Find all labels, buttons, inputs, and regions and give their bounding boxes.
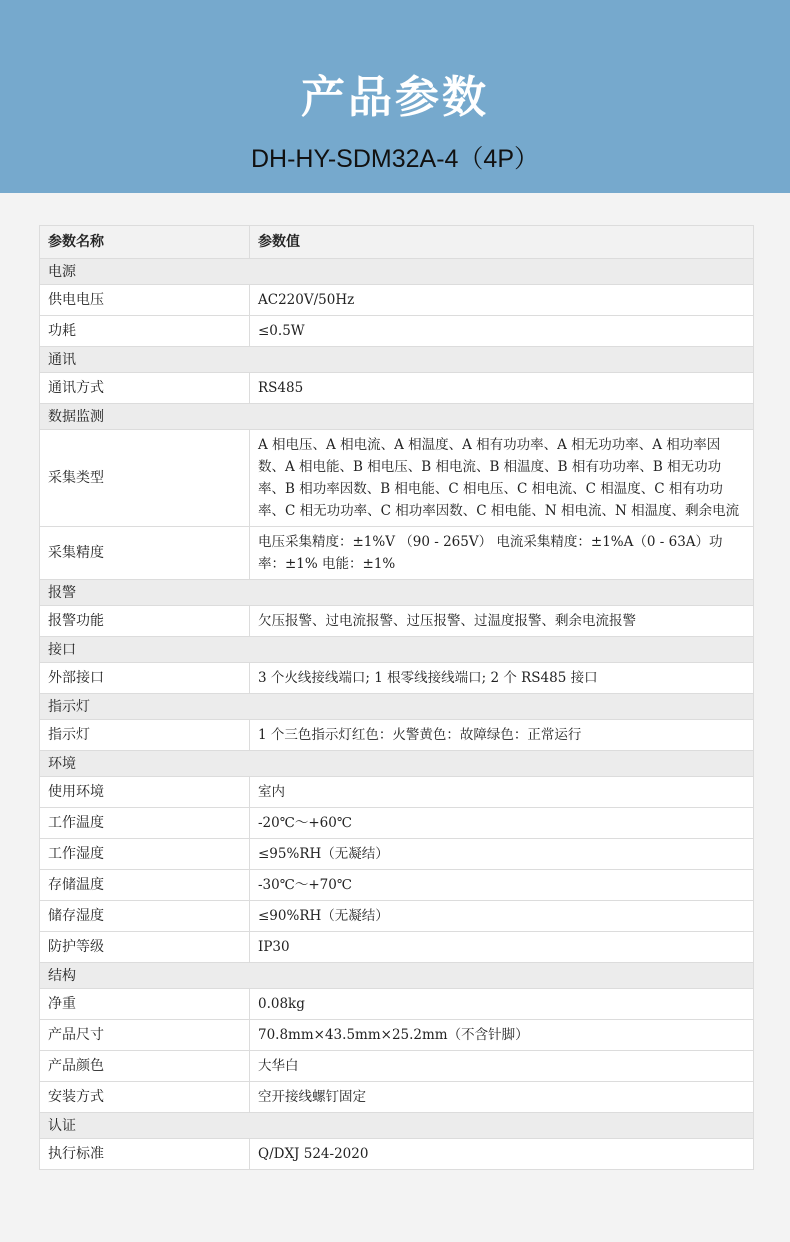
param-value: 电压采集精度：±1%V （90 - 265V） 电流采集精度：±1%A（0 - 63A）功率：±1% 电能：±1% bbox=[250, 527, 754, 580]
section-row bbox=[40, 347, 754, 373]
section-row bbox=[40, 751, 754, 777]
param-name: 工作湿度 bbox=[40, 839, 250, 870]
param-name: 产品颜色 bbox=[40, 1051, 250, 1082]
param-name: 存储温度 bbox=[40, 870, 250, 901]
param-name: 执行标准 bbox=[40, 1139, 250, 1170]
section-label: 数据监测 bbox=[40, 404, 754, 430]
param-value: A 相电压、A 相电流、A 相温度、A 相有功功率、A 相无功功率、A 相功率因数、A 相电能、B 相电压、B 相电流、B 相温度、B 相有功功率、B 相无功功率、B 相功率因数、B 相电能、C 相电压、C 相电流、C 相温度、C 相有功功率、C 相无功功率、C 相功率因数、C 相电能、N 相电流、N 相温度、剩余电流 bbox=[250, 430, 754, 527]
table-row bbox=[40, 527, 754, 580]
param-value: 3 个火线接线端口; 1 根零线接线端口; 2 个 RS485 接口 bbox=[250, 663, 754, 694]
table-row bbox=[40, 1139, 754, 1170]
section-row bbox=[40, 580, 754, 606]
param-name: 指示灯 bbox=[40, 720, 250, 751]
table-row bbox=[40, 901, 754, 932]
param-name: 工作温度 bbox=[40, 808, 250, 839]
table-row bbox=[40, 870, 754, 901]
table-row bbox=[40, 839, 754, 870]
param-name: 采集精度 bbox=[40, 527, 250, 580]
param-value: IP30 bbox=[250, 932, 754, 963]
param-value: ≤90%RH（无凝结） bbox=[250, 901, 754, 932]
section-label: 电源 bbox=[40, 259, 754, 285]
param-name: 供电电压 bbox=[40, 285, 250, 316]
param-value: AC220V/50Hz bbox=[250, 285, 754, 316]
spec-table bbox=[39, 225, 754, 1170]
section-row bbox=[40, 963, 754, 989]
section-row bbox=[40, 404, 754, 430]
table-row bbox=[40, 373, 754, 404]
section-label: 接口 bbox=[40, 637, 754, 663]
param-value: ≤0.5W bbox=[250, 316, 754, 347]
param-name: 采集类型 bbox=[40, 430, 250, 527]
param-name: 产品尺寸 bbox=[40, 1020, 250, 1051]
param-name: 净重 bbox=[40, 989, 250, 1020]
product-model: DH-HY-SDM32A-4（4P） bbox=[250, 145, 540, 173]
column-header-name: 参数名称 bbox=[40, 226, 250, 259]
table-row bbox=[40, 1020, 754, 1051]
section-label: 指示灯 bbox=[40, 694, 754, 720]
table-row bbox=[40, 606, 754, 637]
section-row bbox=[40, 637, 754, 663]
header-banner bbox=[0, 0, 790, 193]
param-name: 报警功能 bbox=[40, 606, 250, 637]
param-value: ≤95%RH（无凝结） bbox=[250, 839, 754, 870]
table-row bbox=[40, 808, 754, 839]
param-name: 外部接口 bbox=[40, 663, 250, 694]
section-label: 结构 bbox=[40, 963, 754, 989]
param-value: 70.8mm×43.5mm×25.2mm（不含针脚） bbox=[250, 1020, 754, 1051]
param-value: 大华白 bbox=[250, 1051, 754, 1082]
param-value: 室内 bbox=[250, 777, 754, 808]
param-name: 安装方式 bbox=[40, 1082, 250, 1113]
param-value: -30℃～+70℃ bbox=[250, 870, 754, 901]
param-value: RS485 bbox=[250, 373, 754, 404]
param-value: 空开接线螺钉固定 bbox=[250, 1082, 754, 1113]
table-row bbox=[40, 1082, 754, 1113]
section-label: 认证 bbox=[40, 1113, 754, 1139]
section-label: 环境 bbox=[40, 751, 754, 777]
param-name: 防护等级 bbox=[40, 932, 250, 963]
table-row bbox=[40, 720, 754, 751]
section-row bbox=[40, 1113, 754, 1139]
section-label: 报警 bbox=[40, 580, 754, 606]
param-name: 储存湿度 bbox=[40, 901, 250, 932]
table-row bbox=[40, 316, 754, 347]
section-row bbox=[40, 259, 754, 285]
param-name: 使用环境 bbox=[40, 777, 250, 808]
table-row bbox=[40, 285, 754, 316]
table-row bbox=[40, 1051, 754, 1082]
table-row bbox=[40, 430, 754, 527]
section-label: 通讯 bbox=[40, 347, 754, 373]
table-row bbox=[40, 777, 754, 808]
param-value: Q/DXJ 524-2020 bbox=[250, 1139, 754, 1170]
table-row bbox=[40, 989, 754, 1020]
table-row bbox=[40, 932, 754, 963]
section-row bbox=[40, 694, 754, 720]
table-row bbox=[40, 663, 754, 694]
param-name: 通讯方式 bbox=[40, 373, 250, 404]
param-value: 0.08kg bbox=[250, 989, 754, 1020]
column-header-value: 参数值 bbox=[250, 226, 754, 259]
table-header-row bbox=[40, 226, 754, 259]
param-name: 功耗 bbox=[40, 316, 250, 347]
param-value: 1 个三色指示灯红色：火警黄色：故障绿色：正常运行 bbox=[250, 720, 754, 751]
page-title: 产品参数 bbox=[301, 72, 489, 123]
param-value: -20℃～+60℃ bbox=[250, 808, 754, 839]
param-value: 欠压报警、过电流报警、过压报警、过温度报警、剩余电流报警 bbox=[250, 606, 754, 637]
